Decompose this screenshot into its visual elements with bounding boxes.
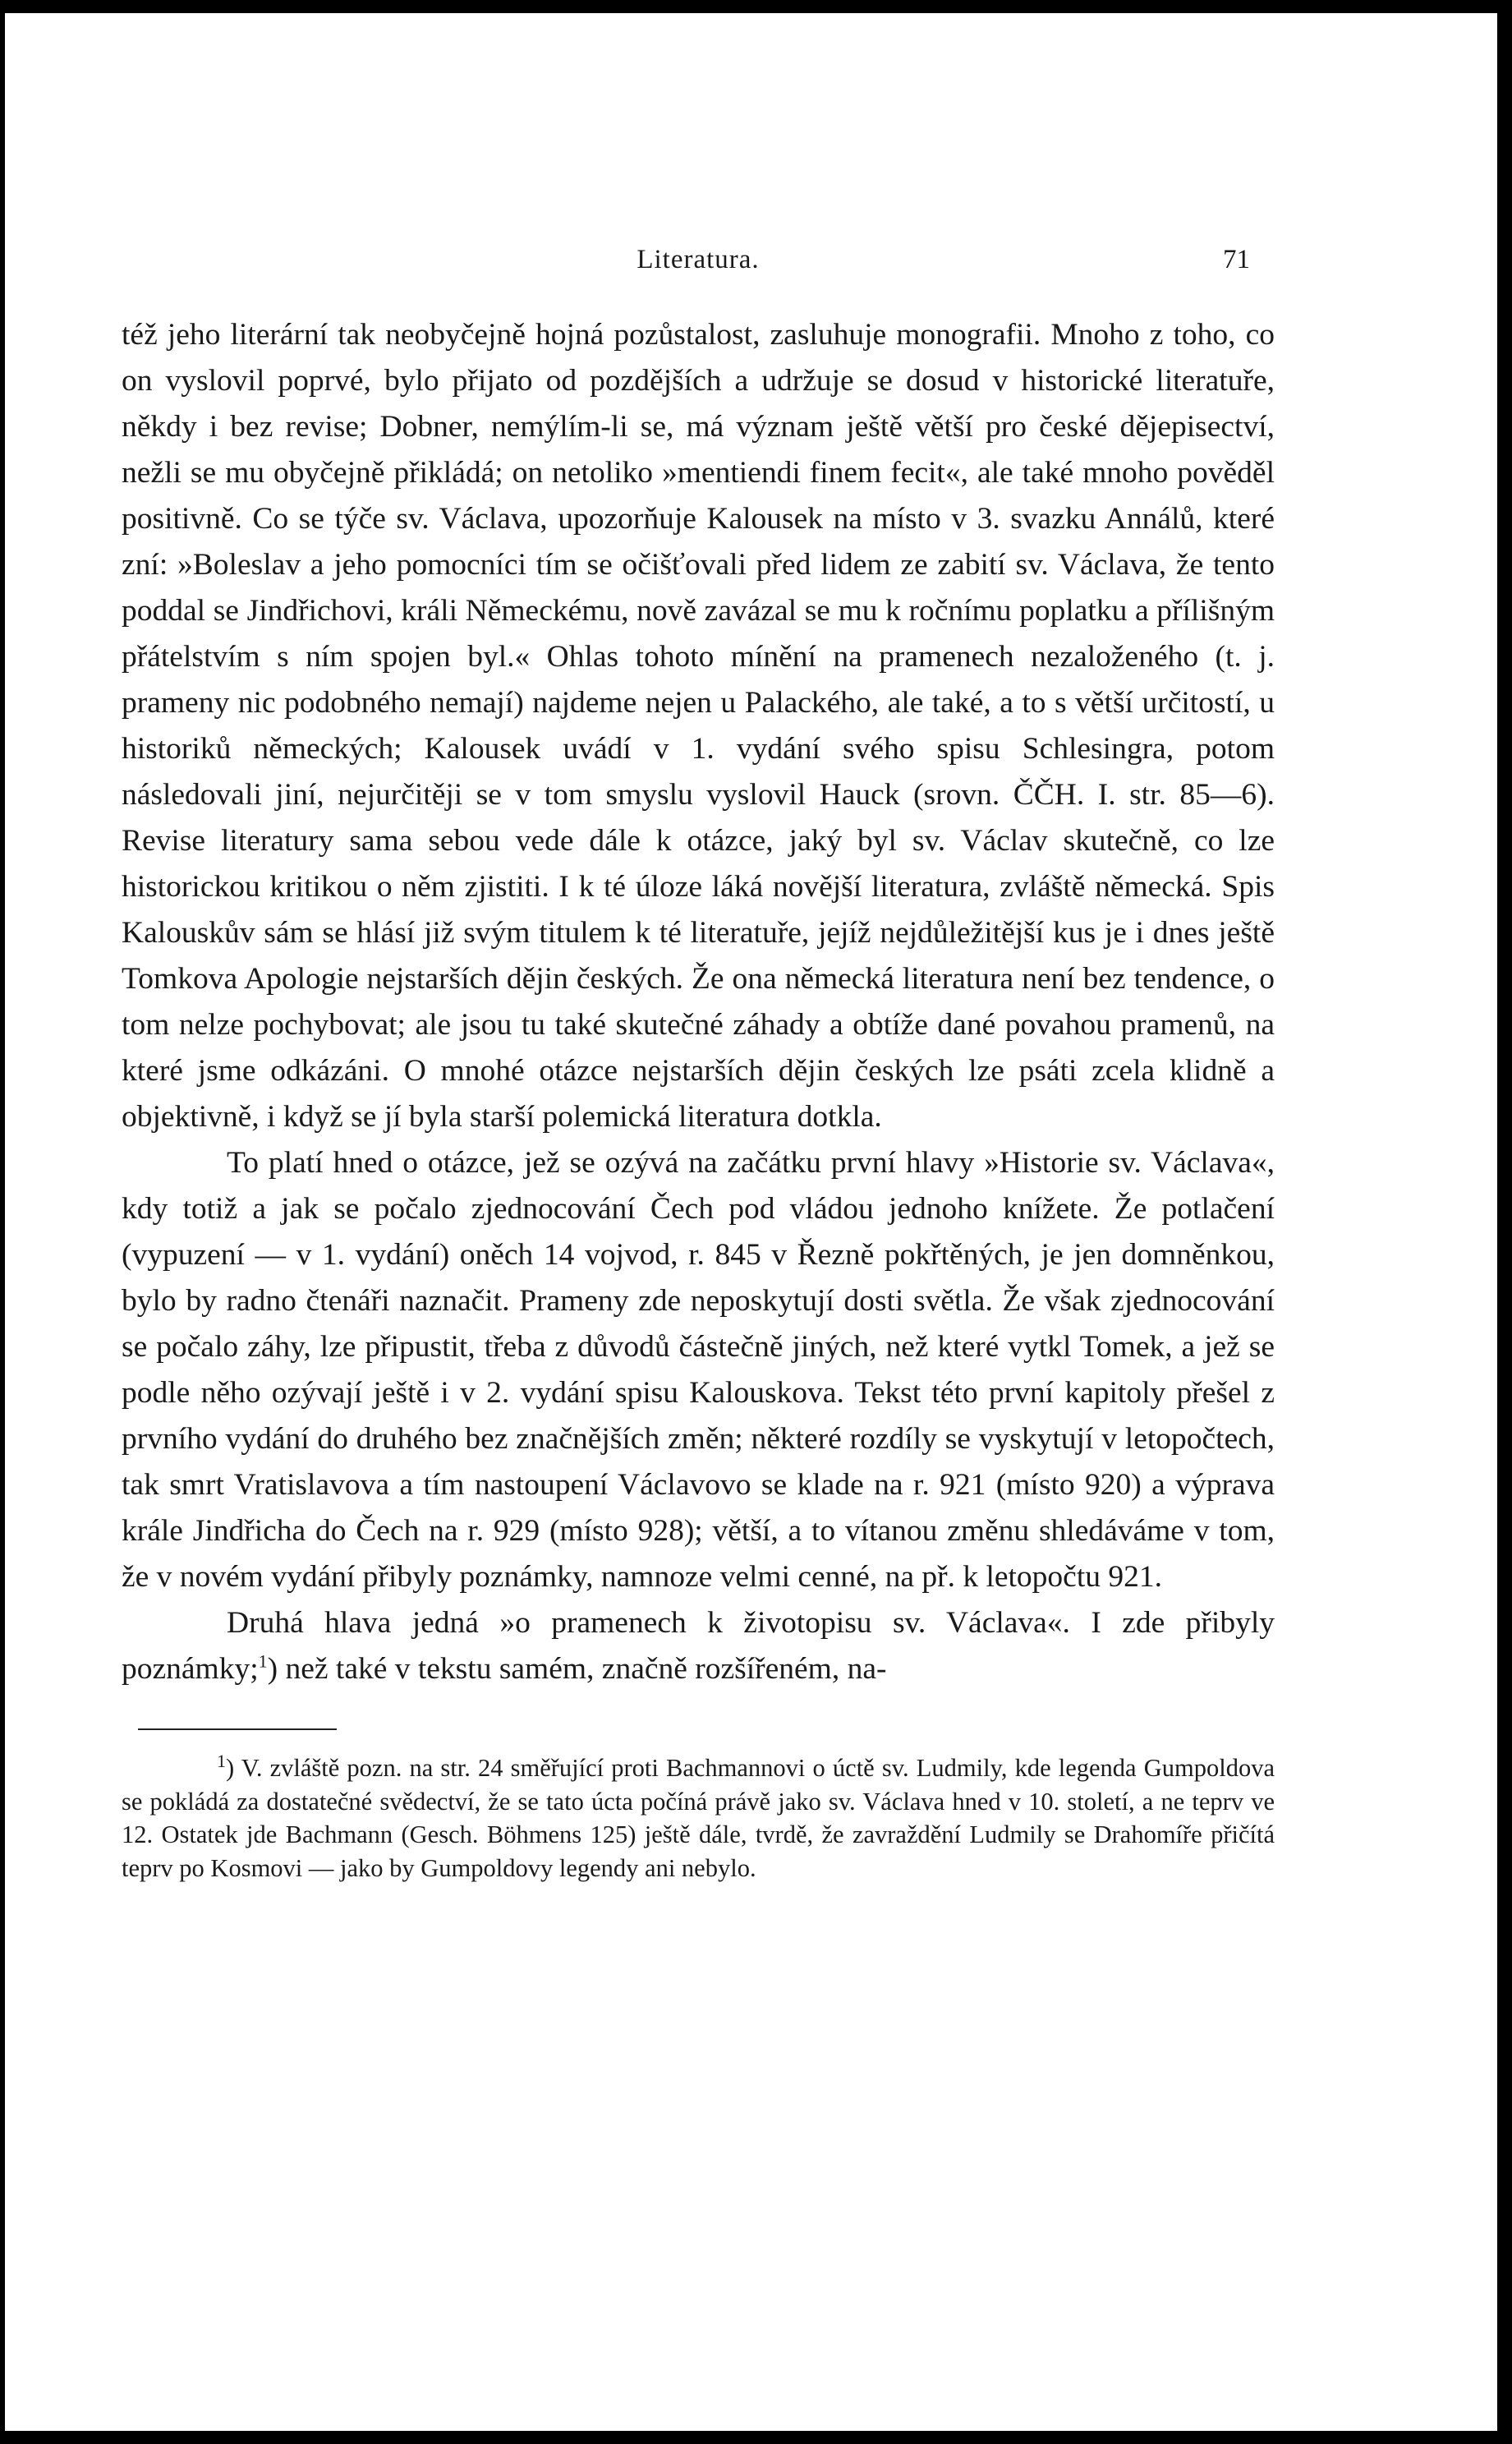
paragraph: To platí hned o otázce, jež se ozývá na začátku první hlavy »Historie sv. Václava«, kdy totiž a jak se počalo zjednocování Čech pod vládou jednoho knížete. Že potlačení (vypuzení — v 1. vydání) oněch 14 vojvod, r. 845 v Řezně pokřtěných, je jen domněnkou, bylo by radno čtenáři naznačit. Prameny zde neposkytují dosti světla. Že však zjednocování se počalo záhy, lze připustit, třeba z důvodů částečně jiných, než které vytkl Tomek, a jež se podle něho ozývají ještě i v 2. vydání spisu Kalouskova. Tekst této první kapitoly přešel z prvního vydání do druhého bez značnějších změn; některé rozdíly se vyskytují v letopočtech, tak smrt Vratislavova a tím nastoupení Václavovo se klade na r. 921 (místo 920) a výprava krále Jindřicha do Čech na r. 929 (místo 928); větší, a to vítanou změnu shledáváme v tom, že v novém vydání přibyly poznámky, namnoze velmi cenné, na př. k letopočtu 921.: [122, 1146, 1275, 1594]
footnote-text: ) V. zvláště pozn. na str. 24 směřující proti Bachmannovi o úctě sv. Ludmily, kde legenda Gumpoldova se pokládá za dostatečné svědectví, že se tato úcta počíná právě jako sv. Václava hned v 10. století, a ne teprv ve 12. Ostatek jde Bachmann (Gesch. Böhmens 125) ještě dále, tvrdě, že zavraždění Ludmily se Drahomíře přičítá teprv po Kosmovi — jako by Gumpoldovy legendy ani nebylo.: [122, 1754, 1275, 1882]
page-number: 71: [1223, 245, 1250, 274]
footnote-reference: 1: [258, 1650, 268, 1672]
running-head: [122, 238, 1275, 288]
paragraph: [122, 1600, 1275, 1692]
footnote: [122, 1751, 1275, 1885]
paragraph-text: ) než také v tekstu samém, značně rozšířeném, na-: [267, 1652, 887, 1686]
running-head-title: Literatura.: [637, 245, 760, 274]
footnotes: [122, 1751, 1275, 1885]
footnote-divider: [138, 1728, 337, 1730]
body-text: [122, 312, 1275, 1692]
paragraph: též jeho literární tak neobyčejně hojná pozůstalost, zasluhuje monografii. Mnoho z toho, co on vyslovil poprvé, bylo přijato od pozdějších a udržuje se dosud v historické literatuře, někdy i bez revise; Dobner, nemýlím-li se, má význam ještě větší pro české dějepisectví, nežli se mu obyčejně přikládá; on netoliko »mentiendi finem fecit«, ale také mnoho pověděl positivně. Co se týče sv. Václava, upozorňuje Kalousek na místo v 3. svazku Annálů, které zní: »Boleslav a jeho pomocníci tím se očišťovali před lidem ze zabití sv. Václava, že tento poddal se Jindřichovi, králi Německému, nově zavázal se mu k ročnímu poplatku a přílišným přátelstvím s ním spojen byl.« Ohlas tohoto mínění na pramenech nezaloženého (t. j. prameny nic podobného nemají) najdeme nejen u Palackého, ale také, a to s větší určitostí, u historiků německých; Kalousek uvádí v 1. vydání svého spisu Schlesingra, potom následovali jiní, nejurčitěji se v tom smyslu vyslovil Hauck (srovn. ČČH. I. str. 85—6). Revise literatury sama sebou vede dále k otázce, jaký byl sv. Václav skutečně, co lze historickou kritikou o něm zjistiti. I k té úloze láká novější literatura, zvláště německá. Spis Kalouskův sám se hlásí již svým titulem k té literatuře, jejíž nejdůležitější kus je i dnes ještě Tomkova Apologie nejstarších dějin českých. Že ona německá literatura není bez tendence, o tom nelze pochybovat; ale jsou tu také skutečné záhady a obtíže dané povahou pramenů, na které jsme odkázáni. O mnohé otázce nejstarších dějin českých lze psáti zcela klidně a objektivně, i když se jí byla starší polemická literatura dotkla.: [122, 318, 1275, 1134]
paragraph-text: Druhá hlava jedná »o pramenech k životopisu sv. Václava«. I zde přibyly poznámky;: [122, 1606, 1275, 1686]
footnote-mark: 1: [217, 1750, 226, 1771]
book-page: [122, 238, 1275, 1885]
